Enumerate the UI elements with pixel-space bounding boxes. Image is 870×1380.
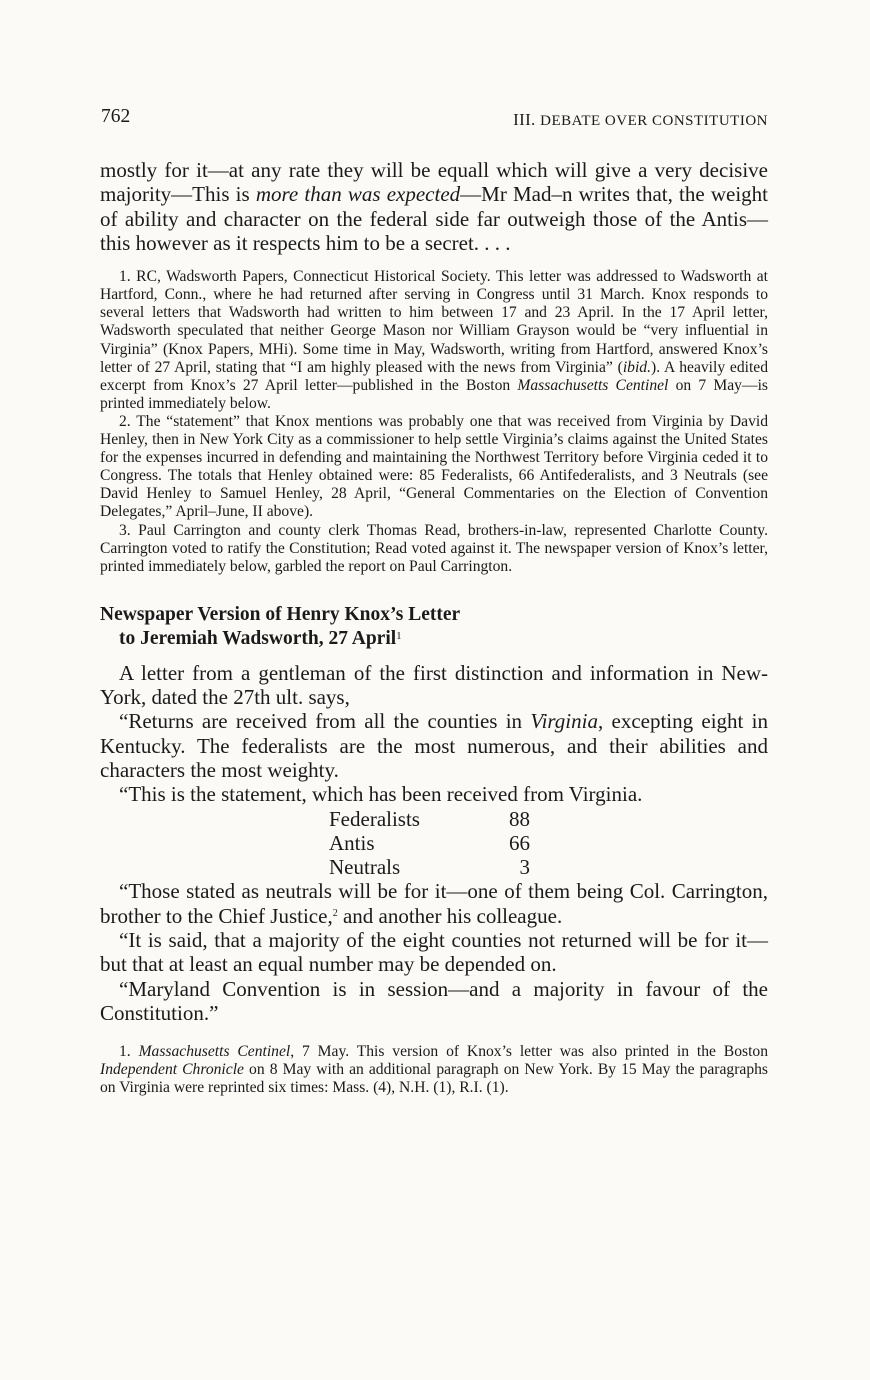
letter-paragraph-2: “Returns are received from all the counties in Virginia, excepting eight in Kentucky. The federalists are the most numerous, and their abilities and characters the most weighty.: [100, 709, 768, 782]
heading-footnote-ref: 1: [396, 629, 402, 642]
running-head: [513, 110, 768, 130]
letter-continuation: [100, 158, 768, 255]
table-row: Neutrals 3: [329, 855, 530, 880]
footnote-3: 3. Paul Carrington and county clerk Thomas Read, brothers-in-law, represented Charlotte County. Carrington voted to ratify the Constitution; Read voted against it. The newspaper version of Knox’s letter, printed immediately below, garbled the report on Paul Carrington.: [100, 521, 768, 575]
continuation-paragraph: mostly for it—at any rate they will be equall which will give a very decisive majority—This is more than was expected—Mr Mad–n writes that, the weight of ability and character on the federal side far outweigh those of the Antis—this however as it respects him to be a secret. . . .: [100, 158, 768, 255]
running-head-title: DEBATE OVER CONSTITUTION: [540, 113, 768, 129]
footnotes-first-letter: [100, 268, 768, 576]
page-number: 762: [101, 106, 131, 127]
footnotes-newspaper-version: [100, 1043, 768, 1097]
footnote-1: 1. RC, Wadsworth Papers, Connecticut Historical Society. This letter was addressed to Wadsworth at Hartford, Conn., where he had returned after serving in Congress until 31 March. Knox responds to several letters that Wadsworth had written to him between 17 and 23 April. In the 17 April letter, Wadsworth speculated that neither George Mason nor William Grayson would be “very influential in Virginia” (Knox Papers, MHi). Some time in May, Wadsworth, writing from Hartford, answered Knox’s letter of 27 April, stating that “I am highly pleased with the news from Virginia” (ibid.). A heavily edited excerpt from Knox’s 27 April letter—published in the Boston Massachusetts Centinel on 7 May—is printed immediately below.: [100, 268, 769, 412]
table-row: Federalists 88: [329, 806, 530, 831]
letter-paragraph-3: “This is the statement, which has been received from Virginia.: [119, 782, 643, 807]
footnote-1: 1. Massachusetts Centinel, 7 May. This version of Knox’s letter was also printed in the Boston Independent Chronicle on 8 May with an additional paragraph on New York. By 15 May the paragraphs on Virginia were reprinted six times: Mass. (4), N.H. (1), R.I. (1).: [100, 1043, 768, 1097]
heading-line-2: to Jeremiah Wadsworth, 27 April$^1$: [119, 627, 402, 649]
page: [100, 104, 768, 1098]
running-head-roman: III.: [513, 110, 536, 129]
table-row: Antis 66: [329, 830, 530, 855]
delegate-statement-table: [329, 807, 530, 880]
letter-paragraph-6: “Maryland Convention is in session—and a majority in favour of the Constitution.”: [100, 976, 768, 1025]
footnote-2: 2. The “statement” that Knox mentions was probably one that was received from Virginia by David Henley, then in New York City as a commissioner to help settle Virginia’s claims against the United States for the expenses incurred in defending and maintaining the Northwest Territory before Virginia ceded it to Congress. The totals that Henley obtained were: 85 Federalists, 66 Antifederalists, and 3 Neutrals (see David Henley to Samuel Henley, 28 April, “General Commentaries on the Election of Convention Delegates,” April–June, II above).: [100, 412, 768, 521]
newspaper-letter: [100, 661, 768, 1025]
letter-paragraph-4: “Those stated as neutrals will be for it—one of them being Col. Carrington, brother to the Chief Justice,$^2$ and another his colleague.: [100, 879, 768, 928]
letter-paragraph-5: “It is said, that a majority of the eight counties not returned will be for it—but that at least an equal number may be depended on.: [100, 928, 768, 977]
heading-line-1: Newspaper Version of Henry Knox’s Letter: [100, 603, 461, 625]
running-header: [100, 104, 768, 134]
section-heading: [100, 603, 768, 651]
letter-paragraph-1: A letter from a gentleman of the first distinction and information in New-York, dated the 27th ult. says,: [100, 660, 768, 710]
footnote-ref-2: 2: [332, 907, 338, 919]
